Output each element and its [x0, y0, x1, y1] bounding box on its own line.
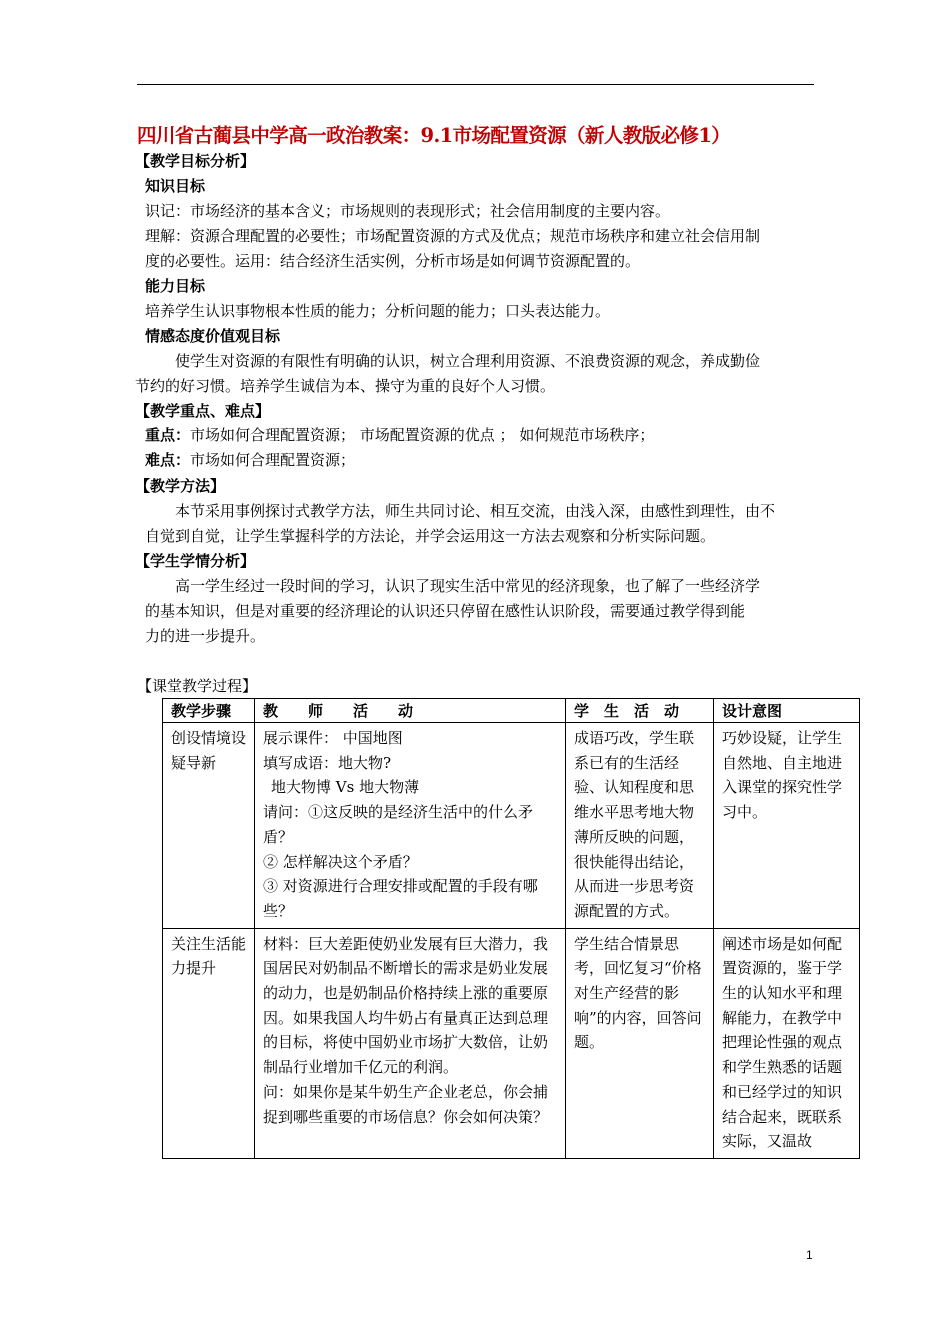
row1-teacher-line: ③ 对资源进行合理安排或配置的手段有哪些？	[263, 877, 538, 920]
knowledge-goals-header: 知识目标	[145, 177, 206, 195]
header-step: 教学步骤	[163, 699, 255, 723]
table-row	[163, 928, 860, 1158]
header-teacher-activity: 教 师 活 动	[255, 699, 566, 723]
difficult-points-label: 难点：	[145, 451, 191, 469]
row1-teacher-line: 请问：①这反映的是经济生活中的什么矛盾？	[263, 803, 534, 846]
row1-step: 创设情境设疑导新	[163, 723, 255, 929]
difficult-points-line	[145, 450, 825, 470]
table-row	[163, 723, 860, 929]
section-process-header: 【课堂教学过程】	[137, 677, 258, 695]
lesson-process-table	[162, 698, 860, 1159]
student-line-3: 力的进一步提升。	[145, 627, 266, 645]
row1-intent: 巧妙设疑，让学生自然地、自主地进入课堂的探究性学习中。	[714, 723, 860, 929]
knowledge-line-2: 理解：资源合理配置的必要性；市场配置资源的方式及优点；规范市场秩序和建立社会信用制	[145, 227, 761, 245]
row1-teacher-line: ② 怎样解决这个矛盾？	[263, 852, 418, 871]
key-points-line	[145, 425, 825, 445]
student-line-1: 高一学生经过一段时间的学习，认识了现实生活中常见的经济现象，也了解了一些经济学	[175, 577, 761, 595]
row1-teacher-line: 展示课件： 中国地图	[263, 729, 403, 747]
key-points-text: 市场如何合理配置资源； 市场配置资源的优点 ； 如何规范市场秩序；	[190, 426, 655, 444]
page-number: 1	[806, 1248, 813, 1262]
emotion-goals-header: 情感态度价值观目标	[145, 327, 281, 345]
header-student-activity: 学 生 活 动	[566, 699, 714, 723]
row1-teacher	[255, 723, 566, 929]
ability-line: 培养学生认识事物根本性质的能力；分析问题的能力；口头表达能力。	[145, 302, 611, 320]
row2-teacher	[255, 928, 566, 1158]
ability-goals-header: 能力目标	[145, 277, 206, 295]
knowledge-line-1: 识记：市场经济的基本含义；市场规则的表现形式；社会信用制度的主要内容。	[145, 202, 671, 220]
row2-teacher-question: 问：如果你是某牛奶生产企业老总，你会捕捉到哪些重要的市场信息？你会如何决策？	[263, 1082, 549, 1126]
emotion-line-2: 节约的好习惯。培养学生诚信为本、操守为重的良好个人习惯。	[135, 377, 556, 395]
row2-student: 学生结合情景思考，回忆复习“价格对生产经营的影响”的内容，回答问题。	[566, 928, 714, 1158]
section-key-points-header: 【教学重点、难点】	[135, 402, 271, 420]
difficult-points-text: 市场如何合理配置资源；	[190, 451, 356, 469]
row1-teacher-line: 填写成语：地大物?	[263, 753, 392, 772]
key-points-label: 重点：	[145, 426, 191, 444]
emotion-line-1: 使学生对资源的有限性有明确的认识，树立合理利用资源、不浪费资源的观念，养成勤俭	[175, 352, 761, 370]
row2-intent: 阐述市场是如何配置资源的，鉴于学生的认知水平和理解能力，在教学中把理论性强的观点和学生熟悉的话题和已经学过的知识结合起来，既联系实际，又温故	[714, 928, 860, 1158]
section-student-header: 【学生学情分析】	[135, 552, 256, 570]
section-method-header: 【教学方法】	[135, 477, 226, 495]
table-header-row	[163, 699, 860, 723]
header-design-intent: 设计意图	[714, 699, 860, 723]
knowledge-line-3: 度的必要性。运用：结合经济生活实例，分析市场是如何调节资源配置的。	[145, 252, 641, 270]
section-goals-header: 【教学目标分析】	[135, 152, 256, 170]
method-line-2: 自觉到自觉，让学生掌握科学的方法论，并学会运用这一方法去观察和分析实际问题。	[145, 527, 716, 545]
header-rule	[137, 84, 814, 85]
row1-teacher-line: 地大物博 Vs 地大物薄	[271, 778, 420, 797]
row1-student: 成语巧改，学生联系已有的生活经验、认知程度和思维水平思考地大物薄所反映的问题，很快能得出结论，从而进一步思考资源配置的方式。	[566, 723, 714, 929]
row2-teacher-material: 材料：巨大差距使奶业发展有巨大潜力，我国居民对奶制品不断增长的需求是奶业发展的动力，也是奶制品价格持续上涨的重要原因。如果我国人均牛奶占有量真正达到总理的目标，将使中国奶业市场扩大数倍，让奶制品行业增加千亿元的利润。	[263, 934, 549, 1077]
row2-step: 关注生活能力提升	[163, 928, 255, 1158]
student-line-2: 的基本知识，但是对重要的经济理论的认识还只停留在感性认识阶段，需要通过教学得到能	[145, 602, 746, 620]
method-line-1: 本节采用事例探讨式教学方法，师生共同讨论、相互交流，由浅入深，由感性到理性，由不	[175, 502, 776, 520]
document-title: 四川省古蔺县中学高一政治教案：9.1市场配置资源（新人教版必修1）	[137, 124, 731, 147]
